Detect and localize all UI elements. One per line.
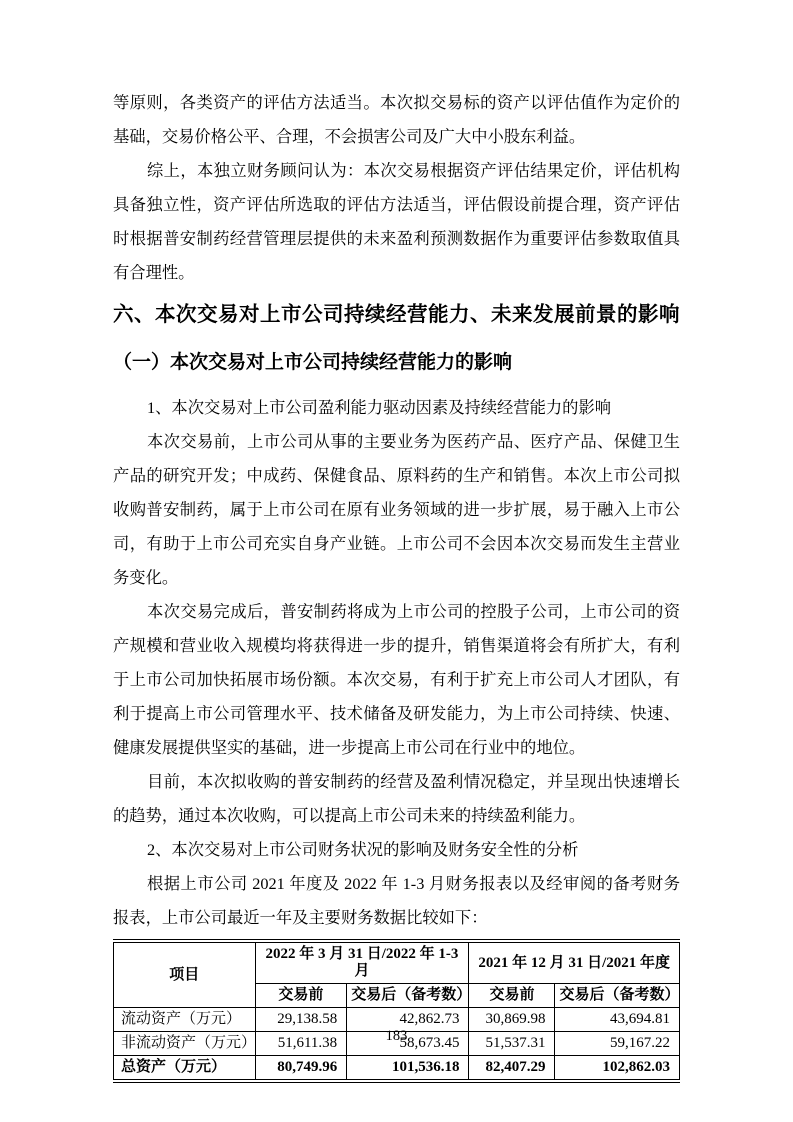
row-label: 总资产（万元）: [114, 1056, 256, 1082]
cell-value: 80,749.96: [255, 1056, 347, 1082]
table-header-group-2021: 2021 年 12 月 31 日/2021 年度: [469, 941, 680, 984]
paragraph-after-completion: 本次交易完成后，普安制药将成为上市公司的控股子公司，上市公司的资产规模和营业收入规模均将获得进一步的提升，销售渠道将会有所扩大，有利于上市公司加快拓展市场份额。本次交易，有利于扩充上市公司人才团队，有利于提高上市公司管理水平、技术储备及研发能力，为上市公司持续、快速、健康发展提供坚实的基础，进一步提高上市公司在行业中的地位。: [113, 602, 680, 757]
cell-value: 42,862.73: [347, 1008, 469, 1032]
paragraph-business-before: 本次交易前，上市公司从事的主要业务为医药产品、医疗产品、保健卫生产品的研究开发；中成药、保健食品、原料药的生产和销售。本次上市公司拟收购普安制药，属于上市公司在原有业务领域的进一步扩展，易于融入上市公司，有助于上市公司充实自身产业链。上市公司不会因本次交易而发生主营业务变化。: [113, 432, 680, 587]
cell-value: 102,862.03: [555, 1056, 680, 1082]
page-number: 183: [385, 1028, 408, 1044]
financial-comparison-table: [113, 939, 680, 1083]
paragraph-current-status: 目前，本次拟收购的普安制药的经营及盈利情况稳定，并呈现出快速增长的趋势，通过本次收购，可以提高上市公司未来的持续盈利能力。: [113, 772, 680, 825]
table-header-after-2022: 交易后（备考数）: [347, 984, 469, 1008]
item-heading-2: 2、本次交易对上市公司财务状况的影响及财务安全性的分析: [147, 840, 579, 859]
table-header-after-2021: 交易后（备考数）: [555, 984, 680, 1008]
cell-value: 59,167.22: [555, 1032, 680, 1056]
cell-value: 51,611.38: [255, 1032, 347, 1056]
cell-value: 43,694.81: [555, 1008, 680, 1032]
cell-value: 82,407.29: [469, 1056, 555, 1082]
row-label: 非流动资产（万元）: [114, 1032, 256, 1056]
paragraph-valuation-conclusion: 等原则，各类资产的评估方法适当。本次拟交易标的资产以评估值作为定价的基础，交易价格公平、合理，不会损害公司及广大中小股东利益。: [113, 93, 680, 146]
table-header-before-2021: 交易前: [469, 984, 555, 1008]
cell-value: 51,537.31: [469, 1032, 555, 1056]
table-row-total-assets: [114, 1056, 680, 1082]
section-heading-6: 六、本次交易对上市公司持续经营能力、未来发展前景的影响: [113, 303, 680, 326]
cell-value: 58,673.45: [347, 1032, 469, 1056]
table-header-before-2022: 交易前: [255, 984, 347, 1008]
paragraph-table-intro: 根据上市公司 2021 年度及 2022 年 1-3 月财务报表以及经审阅的备考财务报表，上市公司最近一年及主要财务数据比较如下：: [113, 874, 680, 927]
cell-value: 30,869.98: [469, 1008, 555, 1032]
table-header-group-2022: 2022 年 3 月 31 日/2022 年 1-3 月: [255, 941, 469, 984]
table-header-row-1: [114, 941, 680, 984]
cell-value: 101,536.18: [347, 1056, 469, 1082]
cell-value: 29,138.58: [255, 1008, 347, 1032]
page-content: [113, 86, 680, 1083]
row-label: 流动资产（万元）: [114, 1008, 256, 1032]
item-heading-1: 1、本次交易对上市公司盈利能力驱动因素及持续经营能力的影响: [147, 398, 612, 417]
table-header-item: 项目: [114, 941, 256, 1008]
paragraph-advisor-opinion: 综上，本独立财务顾问认为：本次交易根据资产评估结果定价，评估机构具备独立性，资产评估所选取的评估方法适当，评估假设前提合理，资产评估时根据普安制药经营管理层提供的未来盈利预测数据作为重要评估参数取值具有合理性。: [113, 161, 680, 282]
subsection-heading-1: （一）本次交易对上市公司持续经营能力的影响: [113, 352, 513, 373]
